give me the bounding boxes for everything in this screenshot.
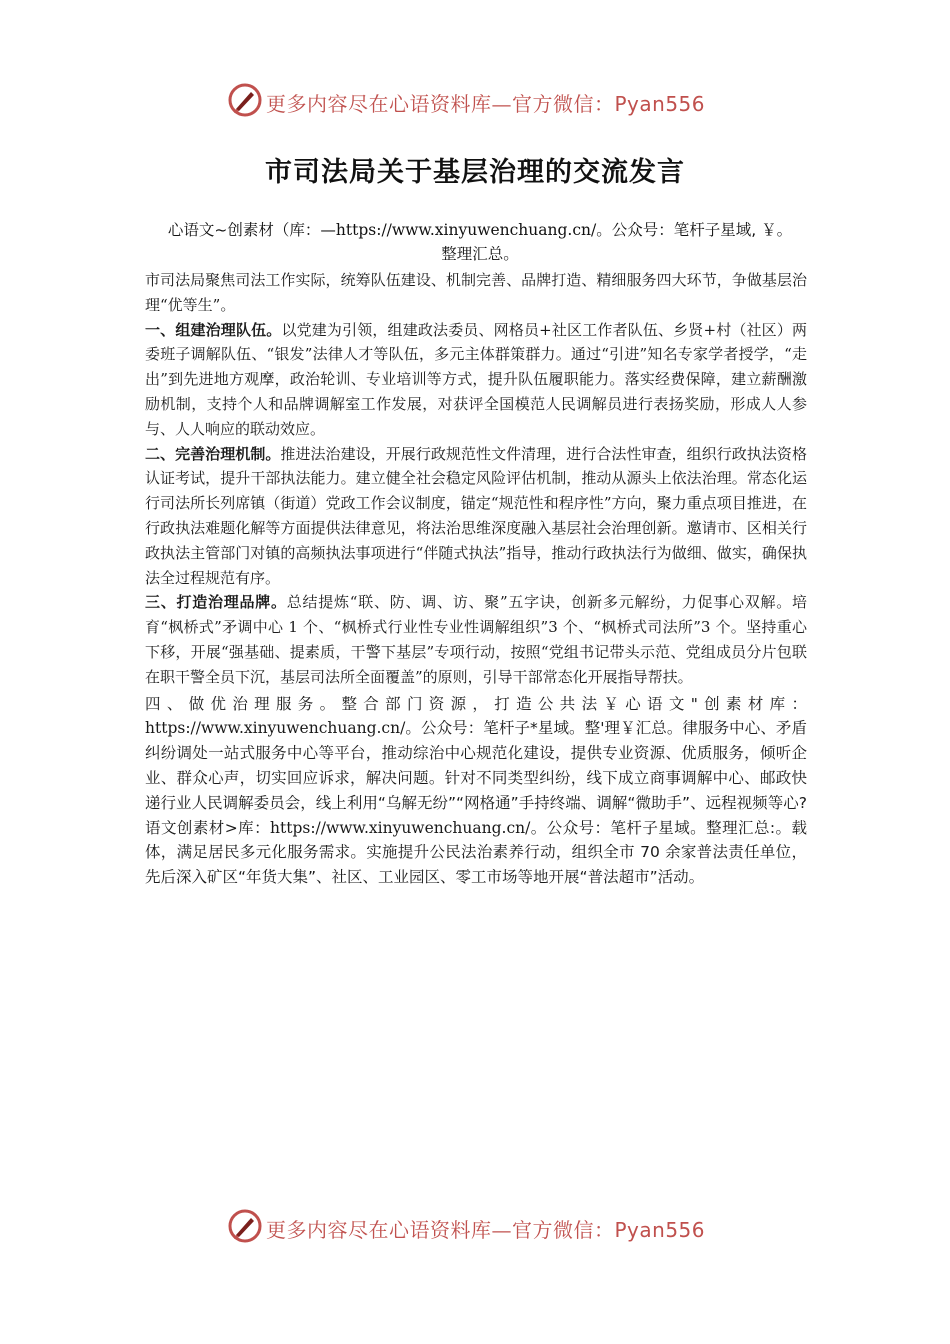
section-4-part-1: 四、做优治理服务。整合部门资源，打造公共法￥心语文"创素材库：: [145, 694, 807, 713]
credit-suffix: 。公众号：笔杆子星域, ￥。: [596, 221, 793, 239]
section-2-text: 推进法治建设，开展行政规范性文件清理，进行合法性审查，组织行政执法资格认证考试，提升干部执法能力。建立健全社会稳定风险评估机制，推动从源头上依法治理。常态化运行司法所长列席镇（街道）党政工作会议制度，锚定“规范性和程序性”方向，聚力重点项目推进，在行政执法难题化解等方面提供法律意见，将法治思维深度融入基层社会治理创新。邀请市、区相关行政执法主管部门对镇的高频执法事项进行“伴随式执法”指导，推动行政执法行为做细、做实，确保执法全过程规范有序。: [145, 444, 807, 587]
credit-prefix: 心语文~创素材（库：—: [167, 221, 336, 239]
section-4-url-2[interactable]: https://www.xinyuwenchuang.cn/: [270, 818, 531, 837]
article-body: [145, 268, 807, 890]
banner-text: [266, 1214, 705, 1243]
section-3: [145, 590, 807, 689]
banner-wechat-id: Pyan556: [614, 1218, 706, 1242]
brush-pen-logo-icon: [227, 1208, 263, 1244]
credit-url[interactable]: https://www.xinyuwenchuang.cn/: [335, 221, 597, 239]
section-3-text: 总结提炼“联、防、调、访、聚”五字诀，创新多元解纷，力促事心双解。培育“枫桥式”矛调中心 1 个、“枫桥式行业性专业性调解组织”3 个、“枫桥式司法所”3 个。坚持重心下移，开展“强基础、提素质，干警下基层”专项行动，按照“党组书记带头示范、党组成员分片包联在职干警全员下沉，基层司法所全面覆盖”的原则，引导干部常态化开展指导帮扶。: [145, 593, 807, 686]
section-1: [145, 318, 807, 442]
page-title: 市司法局关于基层治理的交流发言: [265, 157, 685, 188]
section-4: [145, 692, 807, 890]
banner-slogan: 更多内容尽在心语资料库—官方微信：: [266, 1218, 615, 1242]
section-2-heading: 二、完善治理机制。: [145, 444, 281, 463]
section-4-part-2: 。公众号：笔杆子*星域。整'理￥汇总。律服务中心、矛盾纠纷调处一站式服务中心等平台，推动综治中心规范化建设，提供专业资源、优质服务，倾听企业、群众心声，切实回应诉求，解决问题。针对不同类型纠纷，线下成立商事调解中心、邮政快递行业人民调解委员会，线上利用“乌解无纷”“网格通”手持终端、调解“微助手”、远程视频等心?语文创素材>库：: [145, 719, 807, 837]
section-4-url-1[interactable]: https://www.xinyuwenchuang.cn/: [145, 719, 406, 738]
section-4-part-3: 。公众号：笔杆子星域。整理汇总:。载体，满足居民多元化服务需求。实施提升公民法治素养行动，组织全市 70 余家普法责任单位，先后深入矿区“年货大集”、社区、工业园区、零工市场等地开展“普法超市”活动。: [145, 818, 807, 887]
section-1-heading: 一、组建治理队伍。: [145, 320, 282, 339]
credit-line-2: 整理汇总。: [441, 245, 519, 263]
section-1-text: 以党建为引领，组建政法委员、网格员+社区工作者队伍、乡贤+村（社区）两委班子调解队伍、“银发”法律人才等队伍，多元主体群策群力。通过“引进”知名专家学者授学，“走出”到先进地方观摩，政治轮训、专业培训等方式，提升队伍履职能力。落实经费保障，建立薪酬激励机制，支持个人和品牌调解室工作发展，对获评全国模范人民调解员进行表扬奖励，形成人人参与、人人响应的联动效应。: [145, 320, 807, 438]
section-3-heading: 三、打造治理品牌。: [145, 593, 287, 612]
source-credit: [140, 218, 820, 266]
banner-slogan: 更多内容尽在心语资料库—官方微信：: [266, 92, 615, 116]
footer-banner: [0, 1208, 950, 1248]
intro-paragraph: 市司法局聚焦司法工作实际，统筹队伍建设、机制完善、品牌打造、精细服务四大环节，争做基层治理“优等生”。: [145, 271, 807, 314]
credit-line-1: [140, 218, 820, 242]
header-banner: [0, 82, 950, 122]
banner-text: [266, 88, 705, 117]
brush-pen-logo-icon: [227, 82, 263, 118]
section-2: [145, 442, 807, 591]
banner-wechat-id: Pyan556: [614, 92, 706, 116]
